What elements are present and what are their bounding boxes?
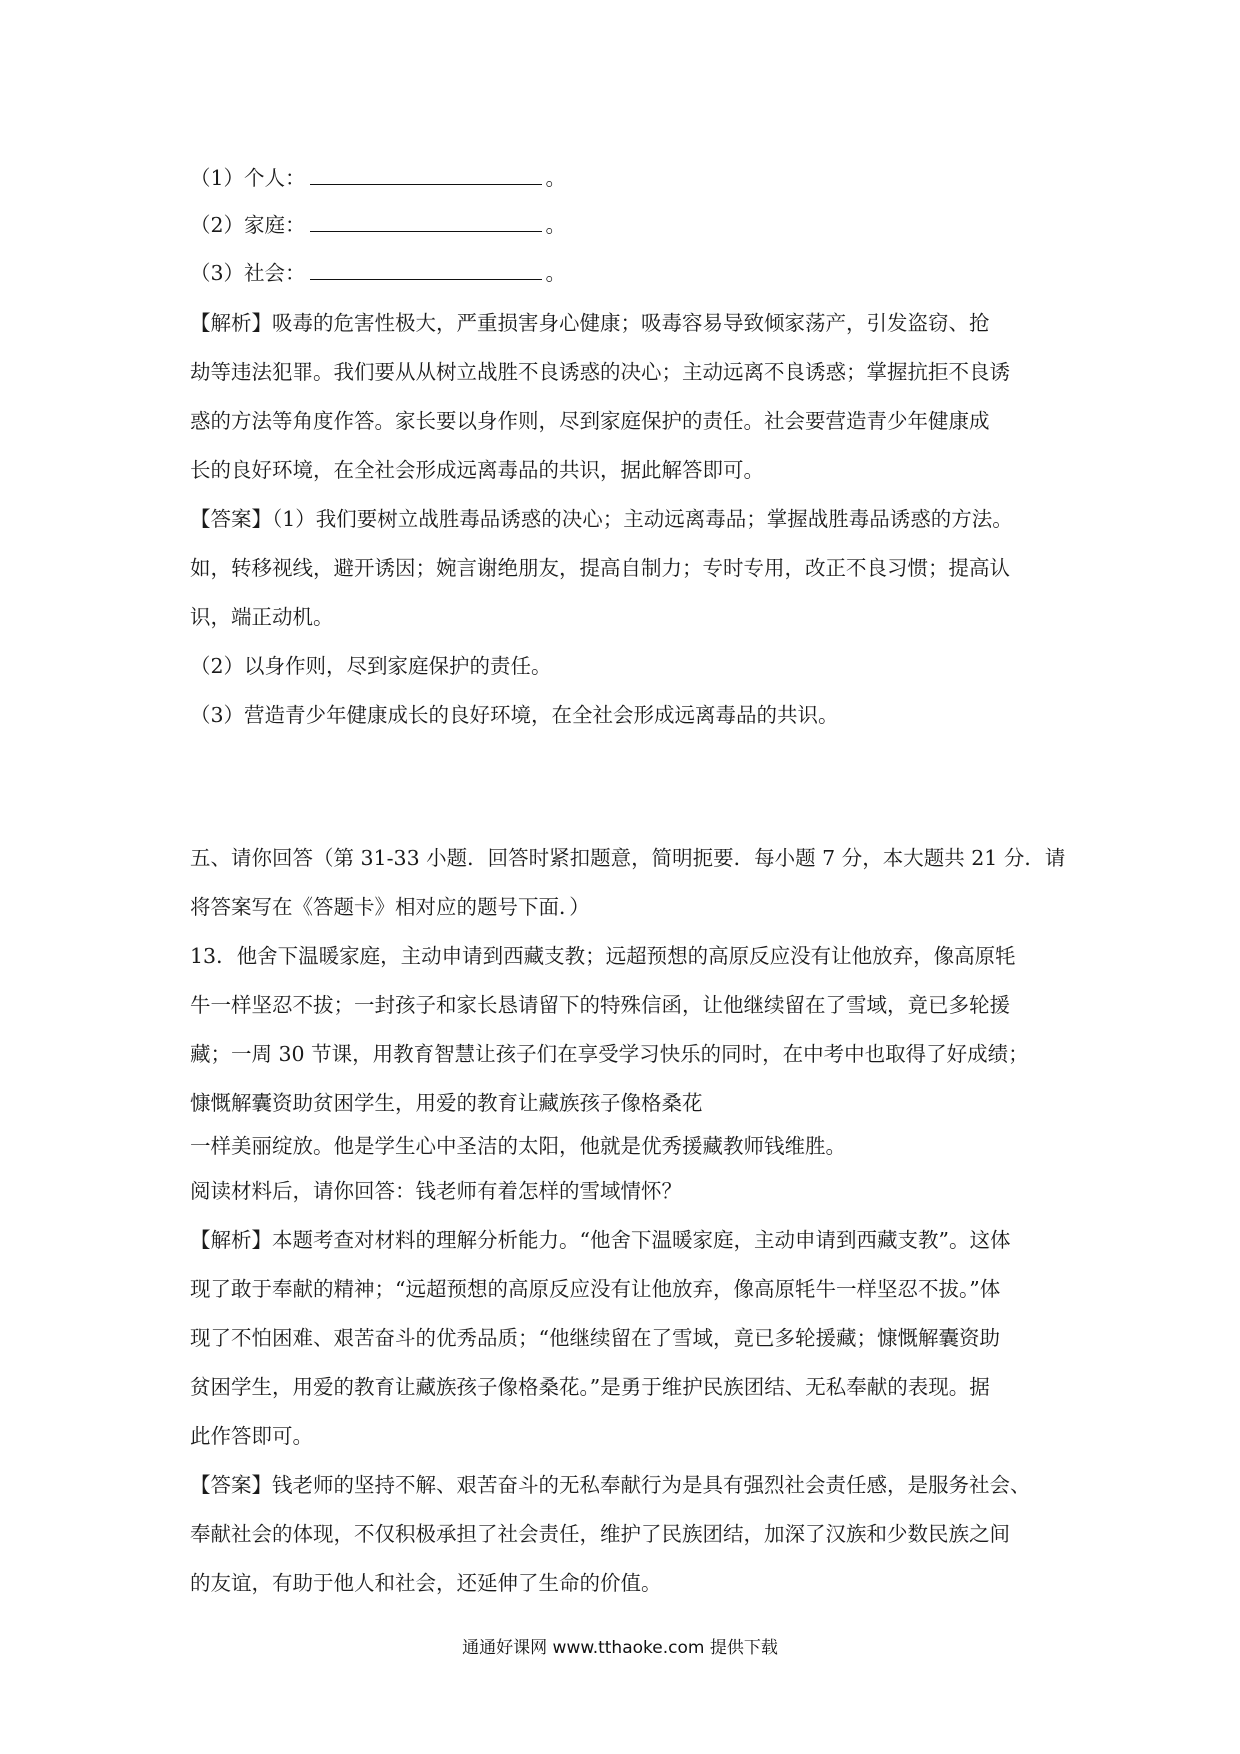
question-line: 一样美丽绽放。他是学生心中圣洁的太阳，他就是优秀援藏教师钱维胜。	[190, 1134, 846, 1158]
fill-blank-family	[190, 209, 1060, 240]
question-prompt: 阅读材料后，请你回答：钱老师有着怎样的雪域情怀？	[190, 1179, 682, 1203]
question-line: 藏；一周 30 节课，用教育智慧让孩子们在享受学习快乐的同时，在中考中也取得了好成绩；	[190, 1042, 1029, 1066]
answer-blank	[310, 162, 542, 185]
analysis-line: 长的良好环境，在全社会形成远离毒品的共识，据此解答即可。	[190, 458, 764, 482]
answer-line: 如，转移视线，避开诱因；婉言谢绝朋友，提高自制力；专时专用，改正不良习惯；提高认	[190, 556, 1010, 580]
answer-blank	[310, 257, 542, 280]
answer-line: （2）以身作则，尽到家庭保护的责任。	[190, 654, 552, 678]
answer-line: （3）营造青少年健康成长的良好环境，在全社会形成远离毒品的共识。	[190, 703, 839, 727]
fill-blank-end: 。	[545, 213, 567, 237]
analysis-line: 【解析】本题考查对材料的理解分析能力。“他舍下温暖家庭，主动申请到西藏支教”。这体	[190, 1228, 1011, 1252]
answer-blank	[310, 209, 542, 232]
analysis-line: 劫等违法犯罪。我们要从从树立战胜不良诱惑的决心；主动远离不良诱惑；掌握抗拒不良诱	[190, 360, 1010, 384]
page-footer: 通通好课网 www.tthaoke.com 提供下载	[462, 1638, 778, 1658]
answer-line: 奉献社会的体现，不仅积极承担了社会责任，维护了民族团结，加深了汉族和少数民族之间	[190, 1522, 1010, 1546]
answer-line: 识，端正动机。	[190, 605, 334, 629]
answer-line: 【答案】（1）我们要树立战胜毒品诱惑的决心；主动远离毒品；掌握战胜毒品诱惑的方法。	[190, 507, 1013, 531]
analysis-line: 贫困学生，用爱的教育让藏族孩子像格桑花。”是勇于维护民族团结、无私奉献的表现。据	[190, 1375, 990, 1399]
question-line: 牛一样坚忍不拔；一封孩子和家长恳请留下的特殊信函，让他继续留在了雪域，竟已多轮援	[190, 993, 1010, 1017]
analysis-line: 现了不怕困难、艰苦奋斗的优秀品质；“他继续留在了雪域，竟已多轮援藏；慷慨解囊资助	[190, 1326, 1000, 1350]
fill-blank-society	[190, 257, 1060, 288]
answer-line: 的友谊，有助于他人和社会，还延伸了生命的价值。	[190, 1571, 662, 1595]
fill-blank-end: 。	[545, 166, 567, 190]
section-heading: 五、请你回答（第 31-33 小题．回答时紧扣题意，简明扼要．每小题 7 分，本大题共 21 分．请	[190, 846, 1066, 870]
fill-blank-label: （1）个人：	[190, 166, 306, 190]
section-heading: 将答案写在《答题卡》相对应的题号下面．）	[190, 895, 590, 919]
question-line: 慷慨解囊资助贫困学生，用爱的教育让藏族孩子像格桑花	[190, 1091, 703, 1115]
question-line: 13．他舍下温暖家庭，主动申请到西藏支教；远超预想的高原反应没有让他放弃，像高原牦	[190, 944, 1016, 968]
fill-blank-end: 。	[545, 261, 567, 285]
fill-blank-label: （2）家庭：	[190, 213, 306, 237]
fill-blank-personal	[190, 162, 1060, 193]
analysis-line: 【解析】吸毒的危害性极大，严重损害身心健康；吸毒容易导致倾家荡产，引发盗窃、抢	[190, 311, 990, 335]
analysis-line: 现了敢于奉献的精神；“远超预想的高原反应没有让他放弃，像高原牦牛一样坚忍不拔。”体	[190, 1277, 1001, 1301]
answer-line: 【答案】钱老师的坚持不解、艰苦奋斗的无私奉献行为是具有强烈社会责任感，是服务社会、	[190, 1473, 1031, 1497]
analysis-line: 惑的方法等角度作答。家长要以身作则，尽到家庭保护的责任。社会要营造青少年健康成	[190, 409, 990, 433]
fill-blank-label: （3）社会：	[190, 261, 306, 285]
analysis-line: 此作答即可。	[190, 1424, 313, 1448]
